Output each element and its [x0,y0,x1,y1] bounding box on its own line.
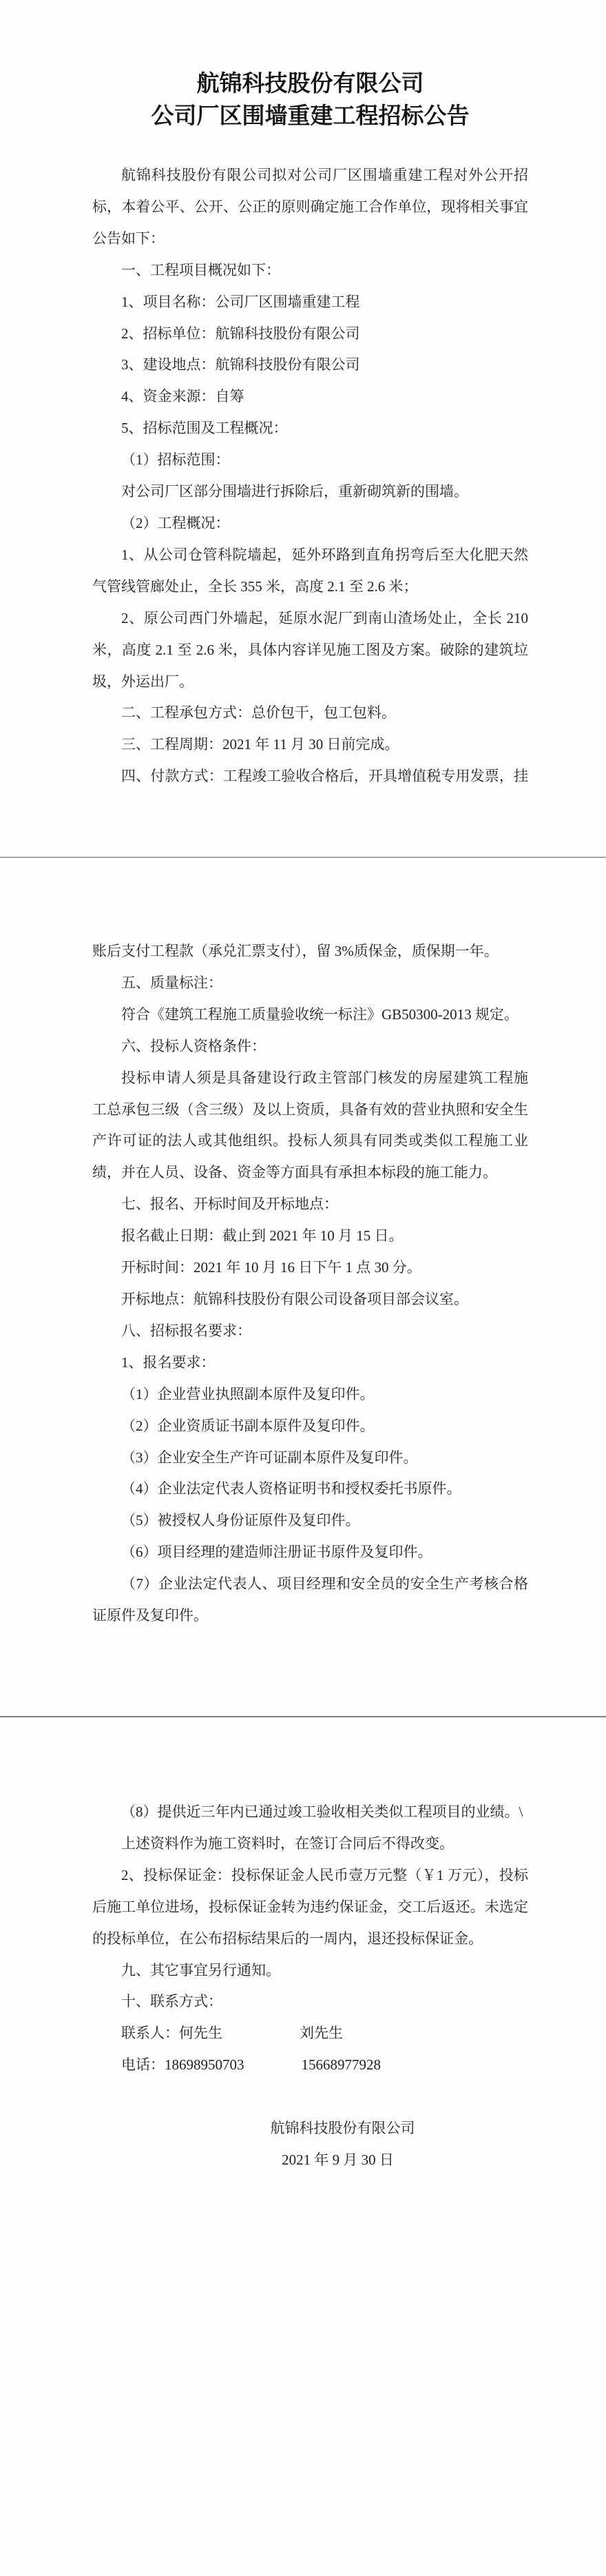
signature-company: 航锦科技股份有限公司 [270,2120,415,2137]
page-3 [0,1717,606,2576]
text-line: 1、项目名称：公司厂区围墙重建工程 [121,293,360,310]
contact-person-row [92,2018,528,2049]
text-line: 2、原公司西门外墙起，延原水泥厂到南山渣场处止，全长 210 [121,609,528,626]
text-line: 开标时间：2021 年 10 月 16 日下午 1 点 30 分。 [121,1259,421,1276]
section-heading: 二、工程承包方式：总价包干，包工包料。 [121,704,396,722]
document-title-line2: 公司厂区围墙重建工程招标公告 [151,104,470,129]
text-line: 账后支付工程款（承兑汇票支付），留 3%质保金，质保期一年。 [92,943,499,959]
list-item: （7）企业法定代表人、项目经理和安全员的安全生产考核合格 [121,1575,528,1593]
text-line: 投标申请人须是具备建设行政主管部门核发的房屋建筑工程施 [121,1069,528,1086]
text-line: （1）招标范围： [121,451,230,469]
contact-person-primary: 联系人：何先生 [121,2025,222,2042]
contact-phone-row [92,2049,528,2081]
text-line: 5、招标范围及工程概况： [121,420,288,437]
text-line: （2）工程概况： [121,514,230,531]
blank-line [92,2081,528,2113]
contact-person-secondary: 刘先生 [300,2025,343,2042]
list-item: （8）提供近三年内已通过竣工验收相关类似工程项目的业绩。\ [121,1803,523,1820]
signature-date: 2021 年 9 月 30 日 [282,2151,394,2168]
text-line: 标，本着公平、公开、公正的原则确定施工合作单位，现将相关事宜 [92,198,528,215]
page-2 [0,858,606,1716]
text-line: 航锦科技股份有限公司拟对公司厂区围墙重建工程对外公开招 [121,167,528,183]
page-3-body [92,1797,528,2176]
list-item: （4）企业法定代表人资格证明书和授权委托书原件。 [121,1480,461,1497]
section-heading: 七、报名、开标时间及开标地点： [121,1196,338,1213]
section-heading: 四、付款方式：工程竣工验收合格后，开具增值税专用发票，挂 [121,768,528,785]
section-heading: 一、工程项目概况如下： [121,261,280,278]
text-line: 3、建设地点：航锦科技股份有限公司 [121,356,360,374]
text-line: 绩，并在人员、设备、资金等方面具有承担本标段的施工能力。 [92,1164,497,1181]
list-item: （2）企业资质证书副本原件及复印件。 [121,1417,375,1434]
section-heading: 十、联系方式： [121,1993,222,2010]
text-line: 米，高度 2.1 至 2.6 米，具体内容详见施工图及方案。破除的建筑垃 [92,641,528,658]
text-line: 上述资料作为施工资料时，在签订合同后不得改变。 [121,1834,454,1852]
section-heading: 九、其它事宜另行通知。 [121,1961,280,1979]
text-line: 2、招标单位：航锦科技股份有限公司 [121,325,360,342]
document-title [92,68,528,133]
list-item: （5）被授权人身份证原件及复印件。 [121,1512,360,1529]
list-item: （3）企业安全生产许可证副本原件及复印件。 [121,1449,418,1466]
document-title-line1: 航锦科技股份有限公司 [196,72,424,96]
text-line: 产许可证的法人或其他组织。投标人须具有同类或类似工程施工业 [92,1132,528,1149]
text-line: 圾，外运出厂。 [92,673,194,690]
text-line: 后施工单位进场，投标保证金转为违约保证金，交工后返还。未选定 [92,1898,528,1915]
text-line: 工总承包三级（含三级）及以上资质，具备有效的营业执照和安全生 [92,1101,528,1118]
list-item: （6）项目经理的建造师注册证书原件及复印件。 [121,1544,432,1561]
text-line: 符合《建筑工程施工质量验收统一标注》GB50300-2013 规定。 [121,1005,519,1023]
text-line: 1、报名要求： [121,1353,216,1371]
text-line: 对公司厂区部分围墙进行拆除后，重新砌筑新的围墙。 [121,483,468,500]
page-1-body [92,160,528,793]
text-line: 4、资金来源：自筹 [121,388,244,405]
page-1 [0,0,606,857]
page-2-body [92,936,528,1632]
text-line: 公告如下： [92,229,165,247]
section-heading: 八、招标报名要求： [121,1322,251,1339]
section-heading: 三、工程周期：2021 年 11 月 30 日前完成。 [121,736,399,753]
text-line: 开标地点：航锦科技股份有限公司设备项目部会议室。 [121,1290,468,1307]
list-item: （1）企业营业执照副本原件及复印件。 [121,1385,375,1402]
section-heading: 五、质量标注： [121,974,222,991]
text-line: 2、投标保证金：投标保证金人民币壹万元整（￥1 万元），投标 [121,1866,528,1883]
section-heading: 六、投标人资格条件： [121,1037,266,1054]
text-line: 1、从公司仓管科院墙起，延外环路到直角拐弯后至大化肥天然 [121,546,528,563]
text-line: 的投标单位，在公布招标结果后的一周内，退还投标保证金。 [92,1930,483,1947]
contact-phone-secondary: 15668977928 [301,2056,381,2074]
text-line: 气管线管廊处止，全长 355 米，高度 2.1 至 2.6 米； [92,577,418,595]
contact-phone-primary: 电话：18698950703 [121,2056,244,2074]
text-line: 证原件及复印件。 [92,1607,208,1624]
text-line: 报名截止日期：截止到 2021 年 10 月 15 日。 [121,1227,404,1245]
